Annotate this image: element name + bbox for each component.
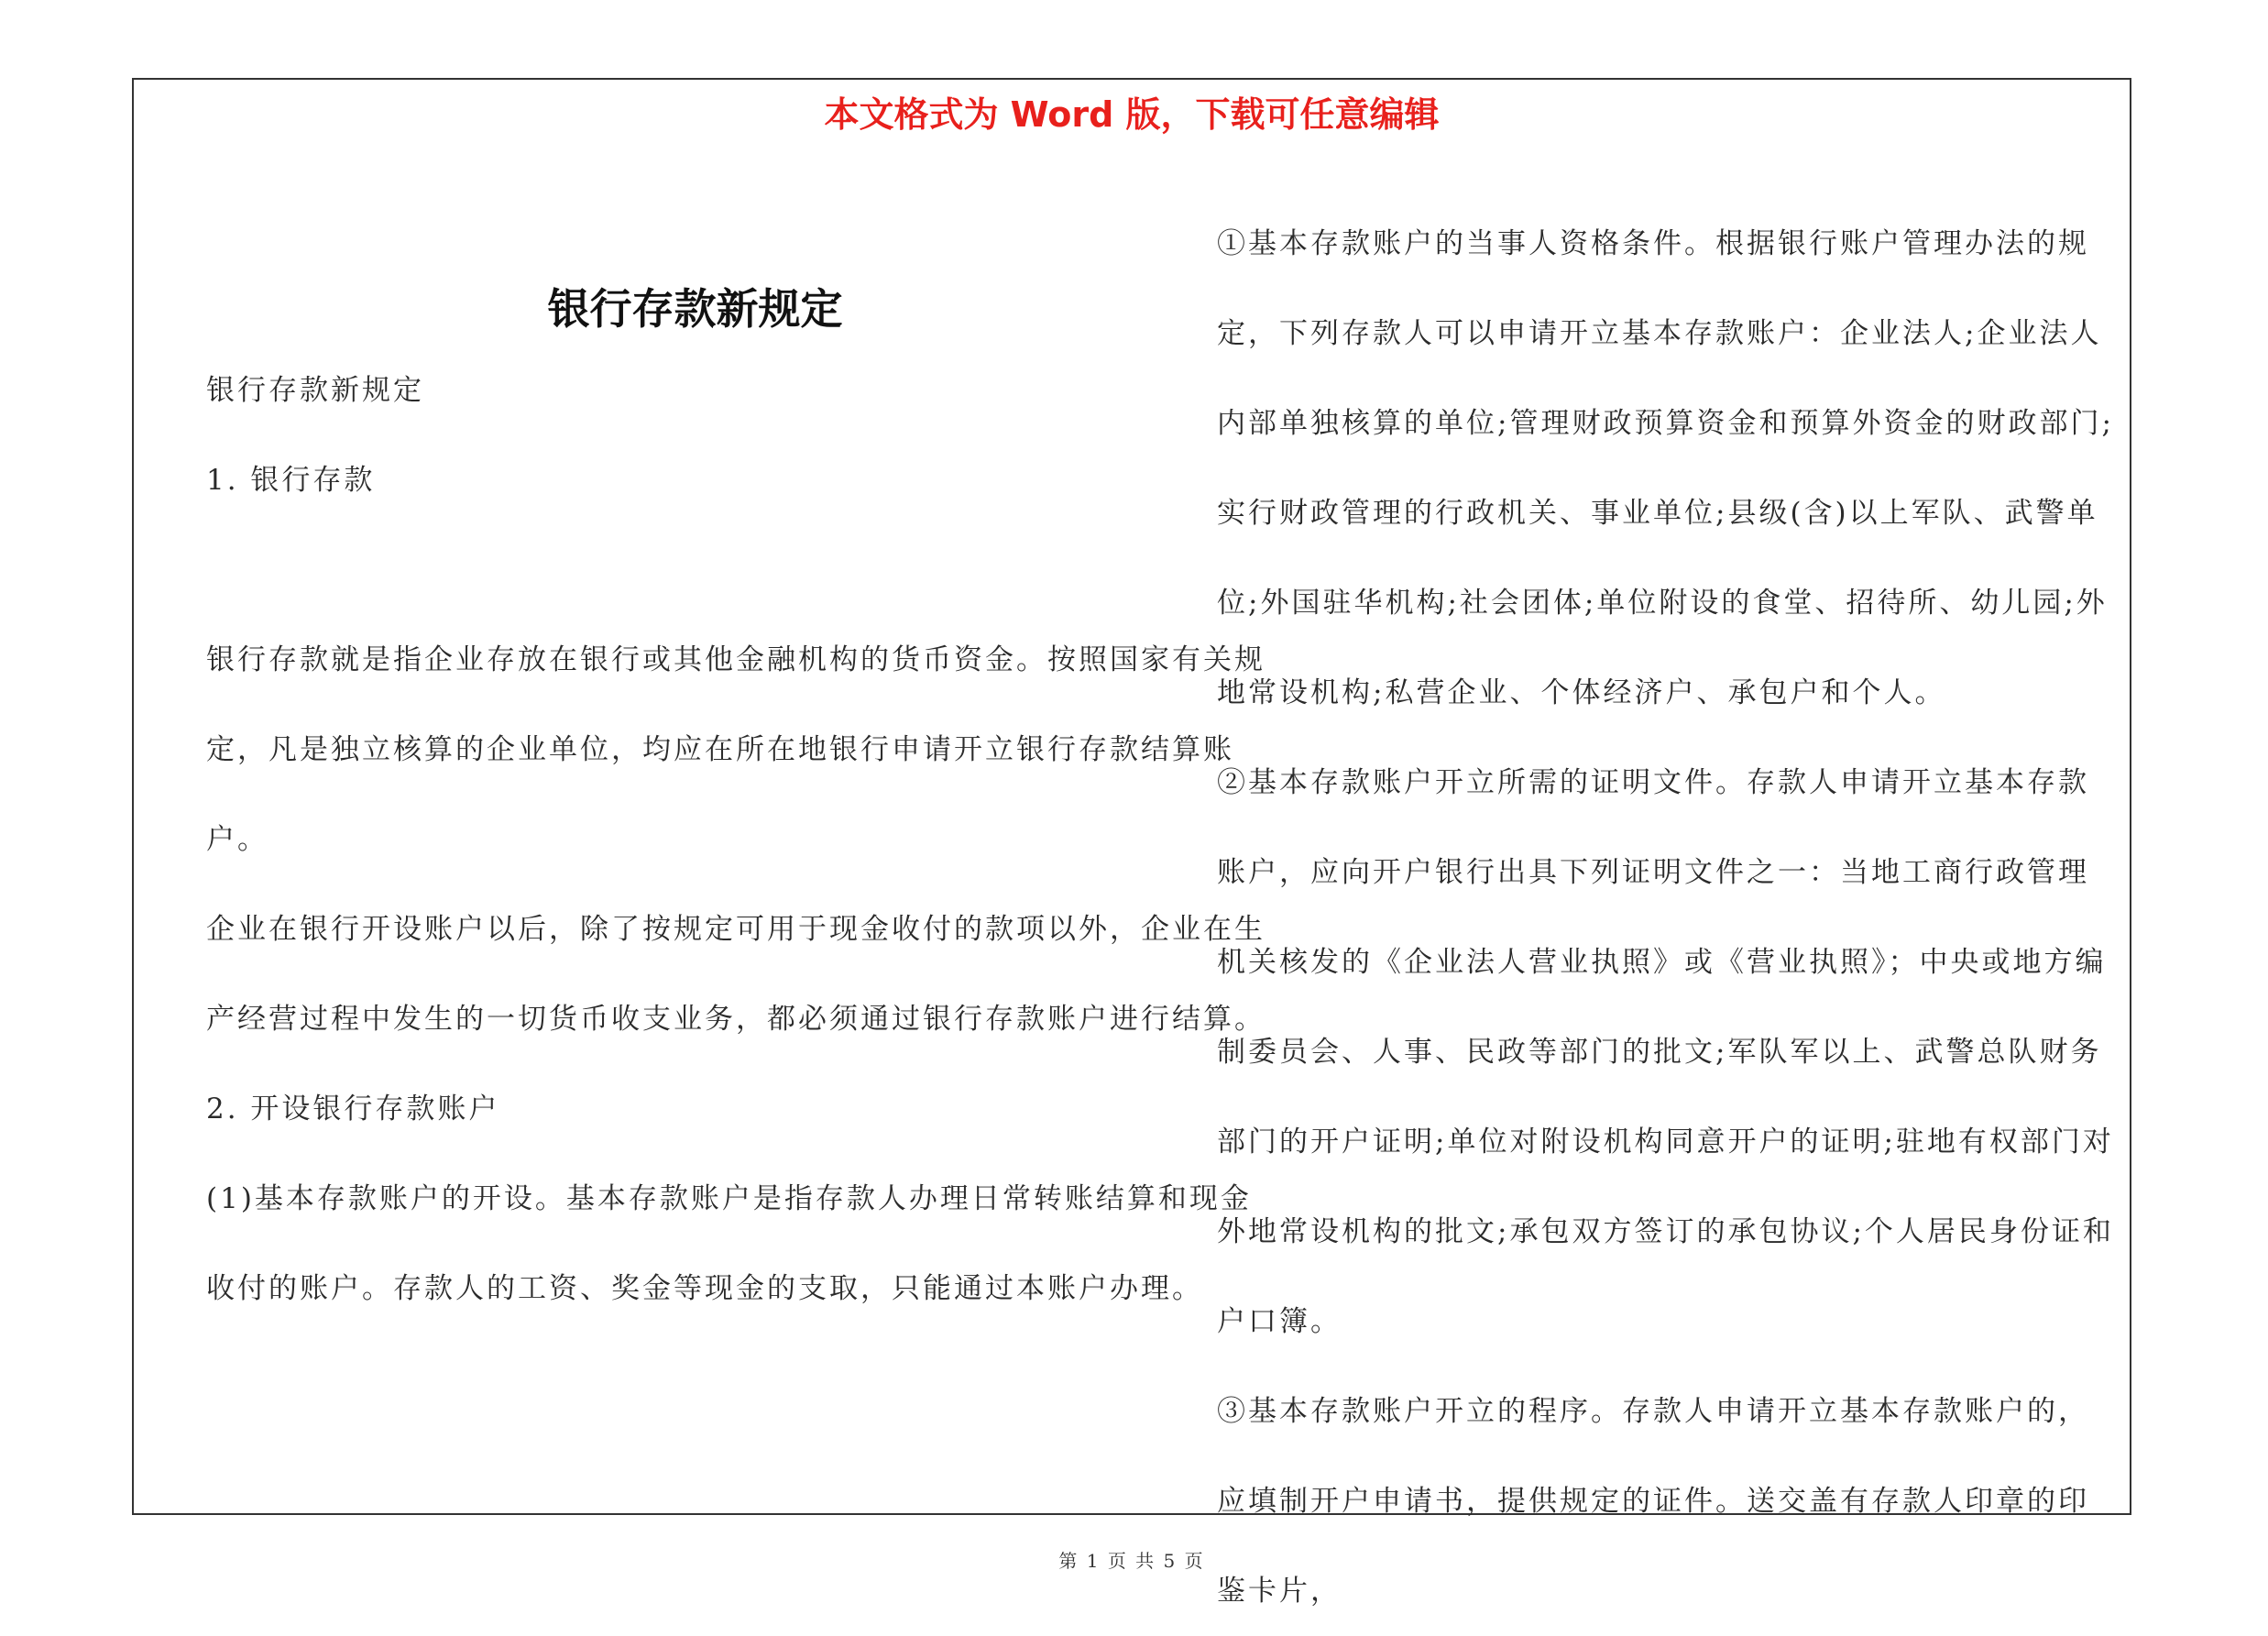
page-number-footer: 第 1 页 共 5 页 xyxy=(1058,1550,1205,1572)
spacer xyxy=(206,525,1269,615)
page-frame xyxy=(132,78,2131,1608)
section-heading: 1. 银行存款 xyxy=(206,464,376,497)
format-notice-banner: 本文格式为 Word 版，下载可任意编辑 xyxy=(824,94,1440,135)
document-title: 银行存款新规定 xyxy=(547,284,843,334)
left-column xyxy=(206,346,1269,1334)
paragraph: 银行存款就是指企业存放在银行或其他金融机构的货币资金。按照国家有关规定，凡是独立核算的企业单位，均应在所在地银行申请开立银行存款结算账户。 xyxy=(206,643,1265,856)
paragraph: 企业在银行开设账户以后，除了按规定可用于现金收付的款项以外，企业在生产经营过程中发生的一切货币收支业务，都必须通过银行存款账户进行结算。 xyxy=(206,913,1265,1036)
paragraph: (1)基本存款账户的开设。基本存款账户是指存款人办理日常转账结算和现金收付的账户。存款人的工资、奖金等现金的支取，只能通过本账户办理。 xyxy=(206,1182,1252,1305)
paragraph: ①基本存款账户的当事人资格条件。根据银行账户管理办法的规定，下列存款人可以申请开立基本存款账户：企业法人;企业法人内部单独核算的单位;管理财政预算资金和预算外资金的财政部门;实行财政管理的行政机关、事业单位;县级(含)以上军队、武警单位;外国驻华机构;社会团体;单位附设的食堂、招待所、幼儿园;外地常设机构;私营企业、个体经济户、承包户和个人。 xyxy=(1217,227,2114,709)
paragraph: 银行存款新规定 xyxy=(206,374,424,407)
section-heading: 2. 开设银行存款账户 xyxy=(206,1092,500,1125)
paragraph: ②基本存款账户开立所需的证明文件。存款人申请开立基本存款账户，应向开户银行出具下列证明文件之一：当地工商行政管理机关核发的《企业法人营业执照》或《营业执照》；中央或地方编制委员会、人事、民政等部门的批文;军队军以上、武警总队财务部门的开户证明;单位对附设机构同意开户的证明;驻地有权部门对外地常设机构的批文;承包双方签订的承包协议;个人居民身份证和户口簿。 xyxy=(1217,766,2114,1338)
right-column xyxy=(1217,199,2120,1636)
paragraph: ③基本存款账户开立的程序。存款人申请开立基本存款账户的，应填制开户申请书，提供规定的证件。送交盖有存款人印章的印鉴卡片， xyxy=(1217,1395,2089,1608)
